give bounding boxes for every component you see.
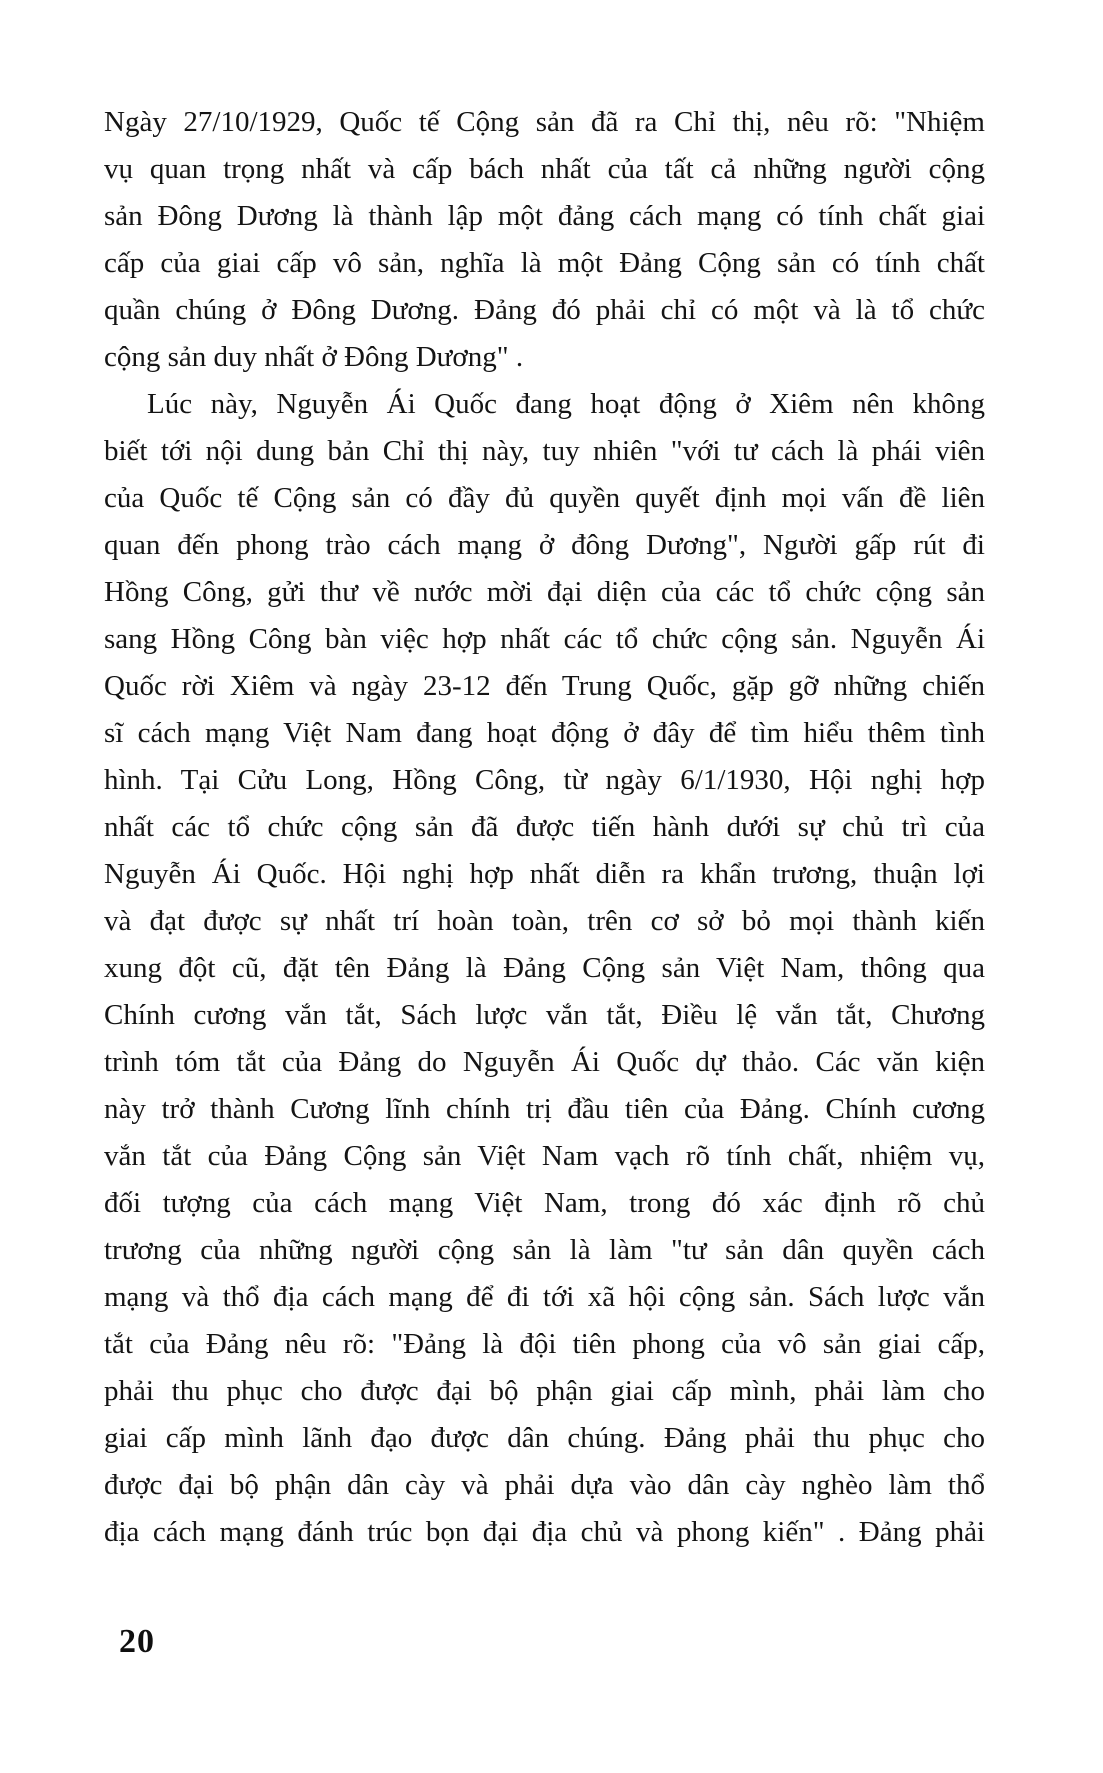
text-line: địa cách mạng đánh trúc bọn đại địa chủ và phong kiến" . Đảng phải — [104, 1516, 985, 1548]
body-text — [104, 99, 985, 1556]
text-line: và đạt được sự nhất trí hoàn toàn, trên cơ sở bỏ mọi thành kiến — [104, 905, 985, 937]
text-line: trương của những người cộng sản là làm "tư sản dân quyền cách — [104, 1234, 985, 1266]
text-line: quần chúng ở Đông Dương. Đảng đó phải chỉ có một và là tổ chức — [104, 294, 985, 326]
text-line: được đại bộ phận dân cày và phải dựa vào dân cày nghèo làm thổ — [104, 1469, 985, 1501]
text-line: tắt của Đảng nêu rõ: "Đảng là đội tiên phong của vô sản giai cấp, — [104, 1328, 985, 1360]
text-line: Quốc rời Xiêm và ngày 23-12 đến Trung Quốc, gặp gỡ những chiến — [104, 670, 985, 702]
text-line: mạng và thổ địa cách mạng để đi tới xã hội cộng sản. Sách lược vắn — [104, 1281, 985, 1313]
text-line-paragraph-end: cộng sản duy nhất ở Đông Dương" . — [104, 341, 524, 373]
text-line-paragraph-start: Lúc này, Nguyễn Ái Quốc đang hoạt động ở Xiêm nên không — [147, 388, 985, 420]
text-line: phải thu phục cho được đại bộ phận giai cấp mình, phải làm cho — [104, 1375, 985, 1407]
text-line: quan đến phong trào cách mạng ở đông Dương", Người gấp rút đi — [104, 529, 985, 561]
text-line: của Quốc tế Cộng sản có đầy đủ quyền quyết định mọi vấn đề liên — [104, 482, 985, 514]
text-line: nhất các tổ chức cộng sản đã được tiến hành dưới sự chủ trì của — [104, 811, 985, 843]
text-line: hình. Tại Cửu Long, Hồng Công, từ ngày 6/1/1930, Hội nghị hợp — [104, 764, 985, 796]
text-line: trình tóm tắt của Đảng do Nguyễn Ái Quốc dự thảo. Các văn kiện — [104, 1046, 985, 1078]
text-line: sản Đông Dương là thành lập một đảng cách mạng có tính chất giai — [104, 200, 985, 232]
text-line: Chính cương vắn tắt, Sách lược vắn tắt, Điều lệ vắn tắt, Chương — [104, 999, 985, 1031]
text-line: cấp của giai cấp vô sản, nghĩa là một Đảng Cộng sản có tính chất — [104, 247, 985, 279]
text-line: vụ quan trọng nhất và cấp bách nhất của tất cả những người cộng — [104, 153, 985, 185]
text-line: sang Hồng Công bàn việc hợp nhất các tổ chức cộng sản. Nguyễn Ái — [104, 623, 985, 655]
text-line: Nguyễn Ái Quốc. Hội nghị hợp nhất diễn ra khẩn trương, thuận lợi — [104, 858, 985, 890]
page-number: 20 — [119, 1623, 155, 1660]
text-line: vắn tắt của Đảng Cộng sản Việt Nam vạch rõ tính chất, nhiệm vụ, — [104, 1140, 985, 1172]
text-line: xung đột cũ, đặt tên Đảng là Đảng Cộng sản Việt Nam, thông qua — [104, 952, 985, 984]
text-line: Ngày 27/10/1929, Quốc tế Cộng sản đã ra Chỉ thị, nêu rõ: "Nhiệm — [104, 106, 985, 138]
text-line: Hồng Công, gửi thư về nước mời đại diện của các tổ chức cộng sản — [104, 576, 985, 608]
text-line: này trở thành Cương lĩnh chính trị đầu tiên của Đảng. Chính cương — [104, 1093, 985, 1125]
text-line: biết tới nội dung bản Chỉ thị này, tuy nhiên "với tư cách là phái viên — [104, 435, 985, 467]
text-line: đối tượng của cách mạng Việt Nam, trong đó xác định rõ chủ — [104, 1187, 985, 1219]
text-line: giai cấp mình lãnh đạo được dân chúng. Đảng phải thu phục cho — [104, 1422, 985, 1454]
text-line: sĩ cách mạng Việt Nam đang hoạt động ở đây để tìm hiểu thêm tình — [104, 717, 985, 749]
